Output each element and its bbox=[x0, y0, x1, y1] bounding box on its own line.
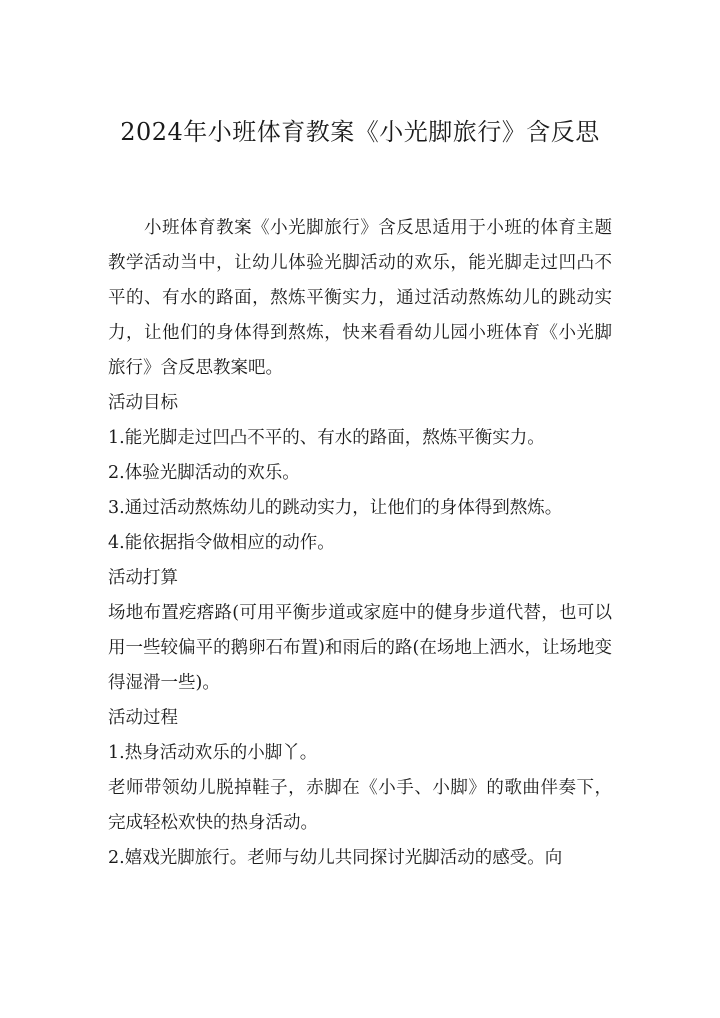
section-heading-preparation: 活动打算 bbox=[108, 568, 178, 588]
process-step-1: 1.热身活动欢乐的小脚丫。 bbox=[108, 743, 318, 763]
document-title: 2024年小班体育教案《小光脚旅行》含反思 bbox=[120, 118, 600, 146]
goal-item-2: 2.体验光脚活动的欢乐。 bbox=[108, 463, 300, 483]
process-step-2: 2.嬉戏光脚旅行。老师与幼儿共同探讨光脚活动的感受。向 bbox=[108, 848, 563, 868]
goal-item-4: 4.能依据指令做相应的动作。 bbox=[108, 533, 335, 553]
goal-item-3: 3.通过活动熬炼幼儿的跳动实力，让他们的身体得到熬炼。 bbox=[108, 498, 563, 518]
intro-paragraph: 小班体育教案《小光脚旅行》含反思适用于小班的体育主题教学活动当中，让幼儿体验光脚活动的欢乐，能光脚走过凹凸不平的、有水的路面，熬炼平衡实力，通过活动熬炼幼儿的跳动实力，让他们的身体得到熬炼，快来看看幼儿园小班体育《小光脚旅行》含反思教案吧。 bbox=[108, 218, 612, 378]
preparation-paragraph: 场地布置疙瘩路(可用平衡步道或家庭中的健身步道代替，也可以用一些较偏平的鹅卵石布置)和雨后的路(在场地上洒水，让场地变得湿滑一些)。 bbox=[108, 603, 612, 693]
document-body bbox=[108, 211, 612, 876]
section-heading-process: 活动过程 bbox=[108, 708, 178, 728]
goal-item-1: 1.能光脚走过凹凸不平的、有水的路面，熬炼平衡实力。 bbox=[108, 428, 545, 448]
process-step-1-detail: 老师带领幼儿脱掉鞋子，赤脚在《小手、小脚》的歌曲伴奏下，完成轻松欢快的热身活动。 bbox=[108, 778, 612, 833]
section-heading-goals: 活动目标 bbox=[108, 393, 178, 413]
